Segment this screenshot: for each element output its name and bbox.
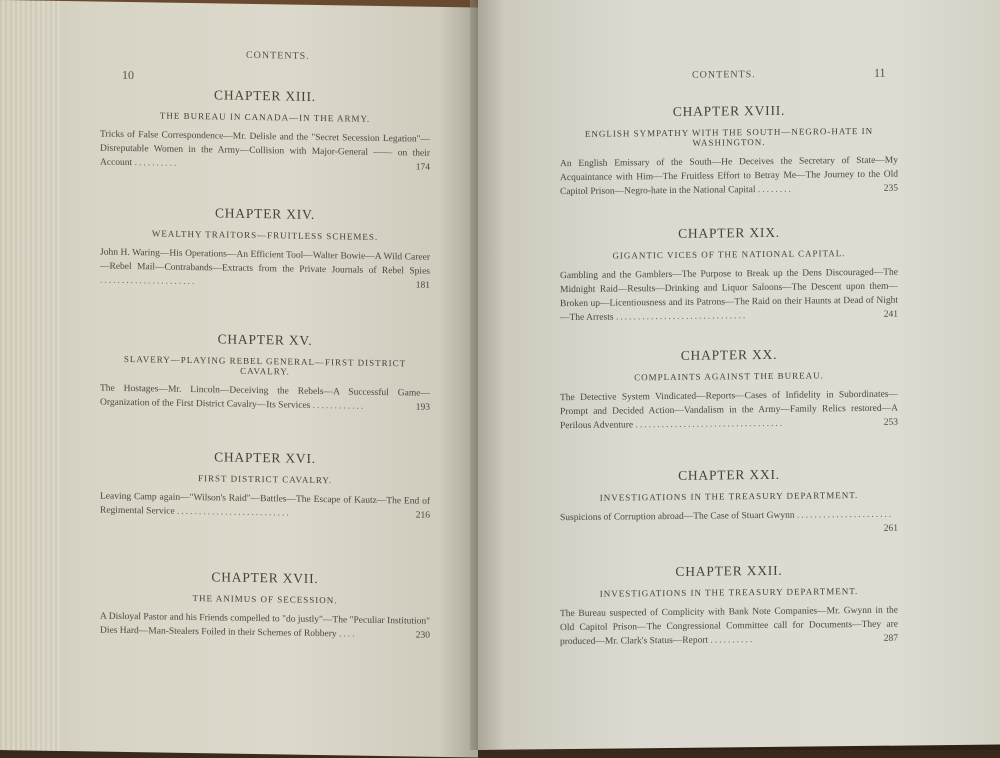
chapter-subtitle: INVESTIGATIONS IN THE TREASURY DEPARTMENT.: [599, 490, 859, 503]
chapter-summary-text: The Detective System Vindicated—Reports—Cases of Infidelity in Subordinates—Prompt and Decided Action—Vandalism in the Army—Family Relics restored—A Perilous Adventure: [560, 389, 898, 432]
chapter-summary-text: The Bureau suspected of Complicity with Bank Note Companies—Mr. Gwynn in the Old Capitol Prison—The Congressional Committee call for Documents—They are produced—Mr. Clark's Status—Report: [560, 605, 898, 648]
chapter-page-number: 216: [415, 510, 430, 521]
chapter-summary-text: Gambling and the Gamblers—The Purpose to Break up the Dens Discouraged—The Midnight Raid—Results—Drinking and Liquor Saloons—The Descent upon them—Broken up—Licentiousness and its Patrons—The Raid on their Haunts at Dead of Night—The Arrests: [560, 267, 898, 324]
leader-dots: ..............................: [615, 311, 748, 323]
chapter-number: CHAPTER XVII.: [211, 569, 319, 587]
chapter-page-number: 193: [415, 402, 430, 413]
chapter-page-number: 235: [883, 183, 898, 194]
chapter-subtitle: SLAVERY—PLAYING REBEL GENERAL—FIRST DISTRICT CAVALRY.: [123, 353, 407, 377]
chapter-entry: [100, 448, 430, 523]
chapter-entry: [560, 102, 898, 200]
chapter-summary: [100, 490, 430, 523]
chapter-entry: [100, 204, 430, 293]
chapter-number: CHAPTER XXII.: [675, 562, 783, 579]
chapter-summary-text: John H. Waring—His Operations—An Efficient Tool—Walter Bowie—A Wild Career—Rebel Mail—Contrabands—Extracts from the Private Journals of Rebel Spies: [100, 247, 430, 277]
leader-dots: ..................................: [635, 418, 785, 431]
leader-dots: ......................: [100, 275, 197, 288]
chapter-summary: [100, 382, 430, 415]
chapter-page-number: 253: [883, 417, 898, 428]
chapter-summary-text: Tricks of False Correspondence—Mr. Delisle and the "Secret Secession Legation"—Disreputable Women in the Army—Collision with Major-General —— on their Account: [100, 129, 430, 169]
leader-dots: ........: [757, 184, 793, 196]
chapter-summary: [560, 604, 898, 650]
chapter-entry: [560, 466, 898, 540]
chapter-summary: [560, 154, 898, 200]
chapter-entry: [100, 330, 430, 415]
chapter-subtitle: COMPLAINTS AGAINST THE BUREAU.: [634, 370, 824, 383]
chapter-summary: [100, 128, 430, 175]
chapter-subtitle: GIGANTIC VICES OF THE NATIONAL CAPITAL.: [612, 248, 846, 261]
leader-dots: ....: [339, 629, 357, 640]
chapter-number: CHAPTER XIX.: [678, 224, 780, 241]
chapter-page-number: 230: [415, 630, 430, 641]
chapter-subtitle: THE BUREAU IN CANADA—IN THE ARMY.: [159, 110, 371, 124]
chapter-entry: [560, 562, 898, 650]
chapter-number: CHAPTER XVI.: [214, 449, 316, 466]
chapter-summary-text: The Hostages—Mr. Lincoln—Deceiving the Rebels—A Successful Game—Organization of the First District Cavalry—Its Services: [100, 383, 430, 411]
chapter-number: CHAPTER XVIII.: [672, 102, 786, 119]
chapter-number: CHAPTER XV.: [217, 331, 313, 348]
leader-dots: ..........: [134, 158, 179, 169]
chapter-subtitle: FIRST DISTRICT CAVALRY.: [198, 473, 332, 486]
chapter-page-number: 261: [883, 523, 898, 534]
chapter-page-number: 181: [415, 280, 430, 291]
chapter-summary: [100, 610, 430, 643]
chapter-subtitle: THE ANIMUS OF SECESSION.: [192, 593, 338, 606]
chapter-entry: [100, 86, 430, 175]
chapter-subtitle: INVESTIGATIONS IN THE TREASURY DEPARTMENT.: [599, 586, 859, 599]
chapter-summary-text: Leaving Camp again—"Wilson's Raid"—Battles—The Escape of Kautz—The End of Regimental Service: [100, 491, 430, 517]
chapter-entry: [100, 568, 430, 643]
chapter-summary: [560, 388, 898, 434]
right-page-number: 11: [874, 65, 886, 80]
chapter-subtitle: WEALTHY TRAITORS—FRUITLESS SCHEMES.: [151, 228, 379, 242]
left-running-head: CONTENTS.: [246, 49, 310, 62]
chapter-number: CHAPTER XIV.: [214, 205, 316, 222]
chapter-number: CHAPTER XIII.: [214, 87, 316, 104]
leader-dots: ..........: [710, 635, 755, 646]
left-page: [0, 0, 478, 758]
left-page-number: 10: [122, 67, 134, 83]
chapter-summary: [560, 266, 898, 326]
chapter-summary-text: An English Emissary of the South—He Deceives the Secretary of State—My Acquaintance with Him—The Fruitless Effort to Betray Me—The Journey to the Old Capitol Prison—Negro-hate in the National Capital: [560, 155, 898, 198]
chapter-page-number: 287: [883, 633, 898, 644]
leader-dots: ..........................: [177, 506, 291, 519]
leader-dots: ............: [312, 400, 366, 412]
right-page: [478, 0, 1000, 750]
chapter-number: CHAPTER XXI.: [678, 466, 780, 483]
chapter-summary: [100, 246, 430, 293]
chapter-summary-text: A Disloyal Pastor and his Friends compelled to "do justly"—The "Peculiar Institution" Dies Hard—Man-Stealers Foiled in their Schemes of Robbery: [100, 611, 430, 640]
chapter-page-number: 174: [415, 162, 430, 173]
chapter-page-number: 241: [883, 309, 898, 320]
chapter-summary: [560, 508, 898, 534]
chapter-entry: [560, 346, 898, 434]
chapter-entry: [560, 224, 898, 326]
chapter-summary-text: Suspicions of Corruption abroad—The Case of Stuart Gwynn: [560, 510, 795, 524]
chapter-number: CHAPTER XX.: [680, 346, 778, 363]
chapter-subtitle: ENGLISH SYMPATHY WITH THE SOUTH—NEGRO-HATE IN WASHINGTON.: [584, 125, 874, 148]
leader-dots: ......................: [796, 509, 894, 521]
right-running-head: CONTENTS.: [692, 69, 756, 81]
